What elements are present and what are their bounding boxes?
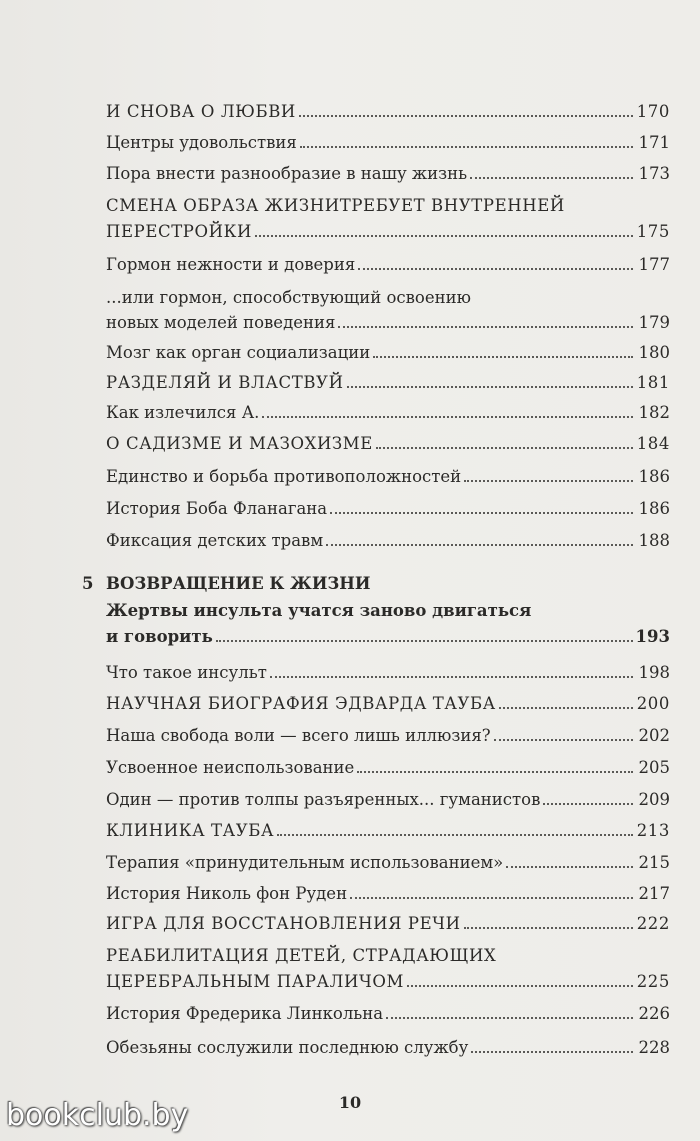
dot-leader [407,985,633,987]
toc-entry-title: Усвоенное неиспользование [106,758,355,777]
toc-entry-title: Что такое инсульт [106,663,267,682]
toc-entry-page: 188 [638,531,670,550]
toc-entry-title: Обезьяны сослужили последнюю службу [106,1038,469,1057]
toc-entry-title: Пора внести разнообразие в нашу жизнь [106,164,468,183]
toc-entry-title-line1: ...или гормон, способствующий освоению [106,288,471,307]
toc-entry-page: 225 [636,972,670,991]
toc-entry-title: Гормон нежности и доверия [106,255,356,274]
toc-entry-title: ЦЕРЕБРАЛЬНЫМ ПАРАЛИЧОМ [106,972,404,991]
toc-entry-title-line1: РЕАБИЛИТАЦИЯ ДЕТЕЙ, СТРАДАЮЩИХ [106,946,497,965]
toc-entry [106,133,670,153]
toc-entry [106,790,670,810]
toc-entry-page: 181 [636,373,670,392]
toc-entry-page: 222 [636,914,670,933]
dot-leader [386,1017,633,1019]
dot-leader [299,115,633,117]
toc-entry-title: История Николь фон Руден [106,884,348,903]
chapter-subtitle: и говорить [106,627,213,646]
dot-leader [494,739,633,741]
toc-entry-title: История Боба Фланагана [106,499,328,518]
toc-entry [106,726,670,746]
toc-entry-page: 182 [638,403,670,422]
toc-entry-page: 186 [638,499,670,518]
toc-entry [106,1038,670,1058]
toc-entry [106,164,670,184]
toc-entry-page: 209 [638,790,670,809]
chapter-entry [106,627,670,647]
toc-entry-page: 186 [638,467,670,486]
toc-entry-page: 175 [636,222,670,241]
chapter-number: 5 [82,574,94,593]
toc-entry-page: 179 [638,313,670,332]
toc-entry-title: РАЗДЕЛЯЙ И ВЛАСТВУЙ [106,373,344,392]
toc-entry-page: 198 [638,663,670,682]
toc-entry-page: 184 [636,434,670,453]
toc-entry-title: Единство и борьба противоположностей [106,467,462,486]
toc-entry [106,403,670,423]
toc-entry-title: История Фредерика Линкольна [106,1004,384,1023]
dot-leader [470,177,633,179]
toc-entry-title: Как излечился А. [106,403,260,422]
toc-entry-title-line1: СМЕНА ОБРАЗА ЖИЗНИТРЕБУЕТ ВНУТРЕННЕЙ [106,196,565,215]
dot-leader [357,771,633,773]
toc-entry [106,255,670,275]
dot-leader [330,512,633,514]
toc-entry [106,972,670,992]
toc-entry-title: Наша свобода воли — всего лишь иллюзия? [106,726,491,745]
dot-leader [464,480,633,482]
toc-entry-page: 228 [638,1038,670,1057]
dot-leader [277,834,633,836]
dot-leader [262,416,633,418]
toc-entry [106,884,670,904]
dot-leader [255,235,633,237]
dot-leader [543,803,633,805]
dot-leader [338,326,633,328]
toc-entry-title: Терапия «принудительным использованием» [106,853,504,872]
toc-entry [106,499,670,519]
dot-leader [300,146,633,148]
toc-entry-page: 171 [638,133,670,152]
dot-leader [464,927,633,929]
toc-entry-title: НАУЧНАЯ БИОГРАФИЯ ЭДВАРДА ТАУБА [106,694,496,713]
toc-entry-title: Мозг как орган социализации [106,343,371,362]
toc-entry-title: Центры удовольствия [106,133,297,152]
toc-entry-title: ПЕРЕСТРОЙКИ [106,222,252,241]
toc-entry-page: 193 [635,627,670,646]
toc-entry-page: 226 [638,1004,670,1023]
toc-entry-page: 173 [638,164,670,183]
toc-entry [106,853,670,873]
dot-leader [376,447,633,449]
dot-leader [373,356,633,358]
toc-entry-page: 213 [636,821,670,840]
toc-entry [106,222,670,242]
dot-leader [471,1051,633,1053]
toc-entry-title: ИГРА ДЛЯ ВОССТАНОВЛЕНИЯ РЕЧИ [106,914,461,933]
toc-entry [106,531,670,551]
toc-entry [106,694,670,714]
toc-entry-page: 205 [638,758,670,777]
toc-entry-page: 200 [636,694,670,713]
toc-entry-page: 180 [638,343,670,362]
toc-entry [106,758,670,778]
chapter-title: ВОЗВРАЩЕНИЕ К ЖИЗНИ [106,574,371,593]
toc-entry-page: 215 [638,853,670,872]
toc-entry [106,434,670,454]
toc-entry [106,821,670,841]
toc-entry-page: 217 [638,884,670,903]
dot-leader [326,544,633,546]
toc-entry [106,373,670,393]
page-number: 10 [338,1093,362,1112]
chapter-subtitle-line1: Жертвы инсульта учатся заново двигаться [106,601,532,620]
toc-entry-title: Один — против толпы разъяренных... гуманистов [106,790,541,809]
dot-leader [499,707,633,709]
toc-entry-title: Фиксация детских травм [106,531,324,550]
toc-entry [106,663,670,683]
dot-leader [216,640,633,642]
toc-entry [106,102,670,122]
toc-entry [106,343,670,363]
toc-entry-title: О САДИЗМЕ И МАЗОХИЗМЕ [106,434,373,453]
toc-entry [106,467,670,487]
dot-leader [358,268,633,270]
dot-leader [350,897,633,899]
toc-entry-page: 177 [638,255,670,274]
toc-entry [106,914,670,934]
dot-leader [347,386,633,388]
toc-entry-title: новых моделей поведения [106,313,336,332]
dot-leader [506,866,633,868]
dot-leader [270,676,633,678]
toc-entry-page: 202 [638,726,670,745]
toc-entry-title: КЛИНИКА ТАУБА [106,821,275,840]
toc-entry-page: 170 [636,102,670,121]
toc-entry [106,313,670,333]
toc-entry [106,1004,670,1024]
toc-entry-title: И СНОВА О ЛЮБВИ [106,102,296,121]
watermark: bookclub.by [6,1098,189,1133]
